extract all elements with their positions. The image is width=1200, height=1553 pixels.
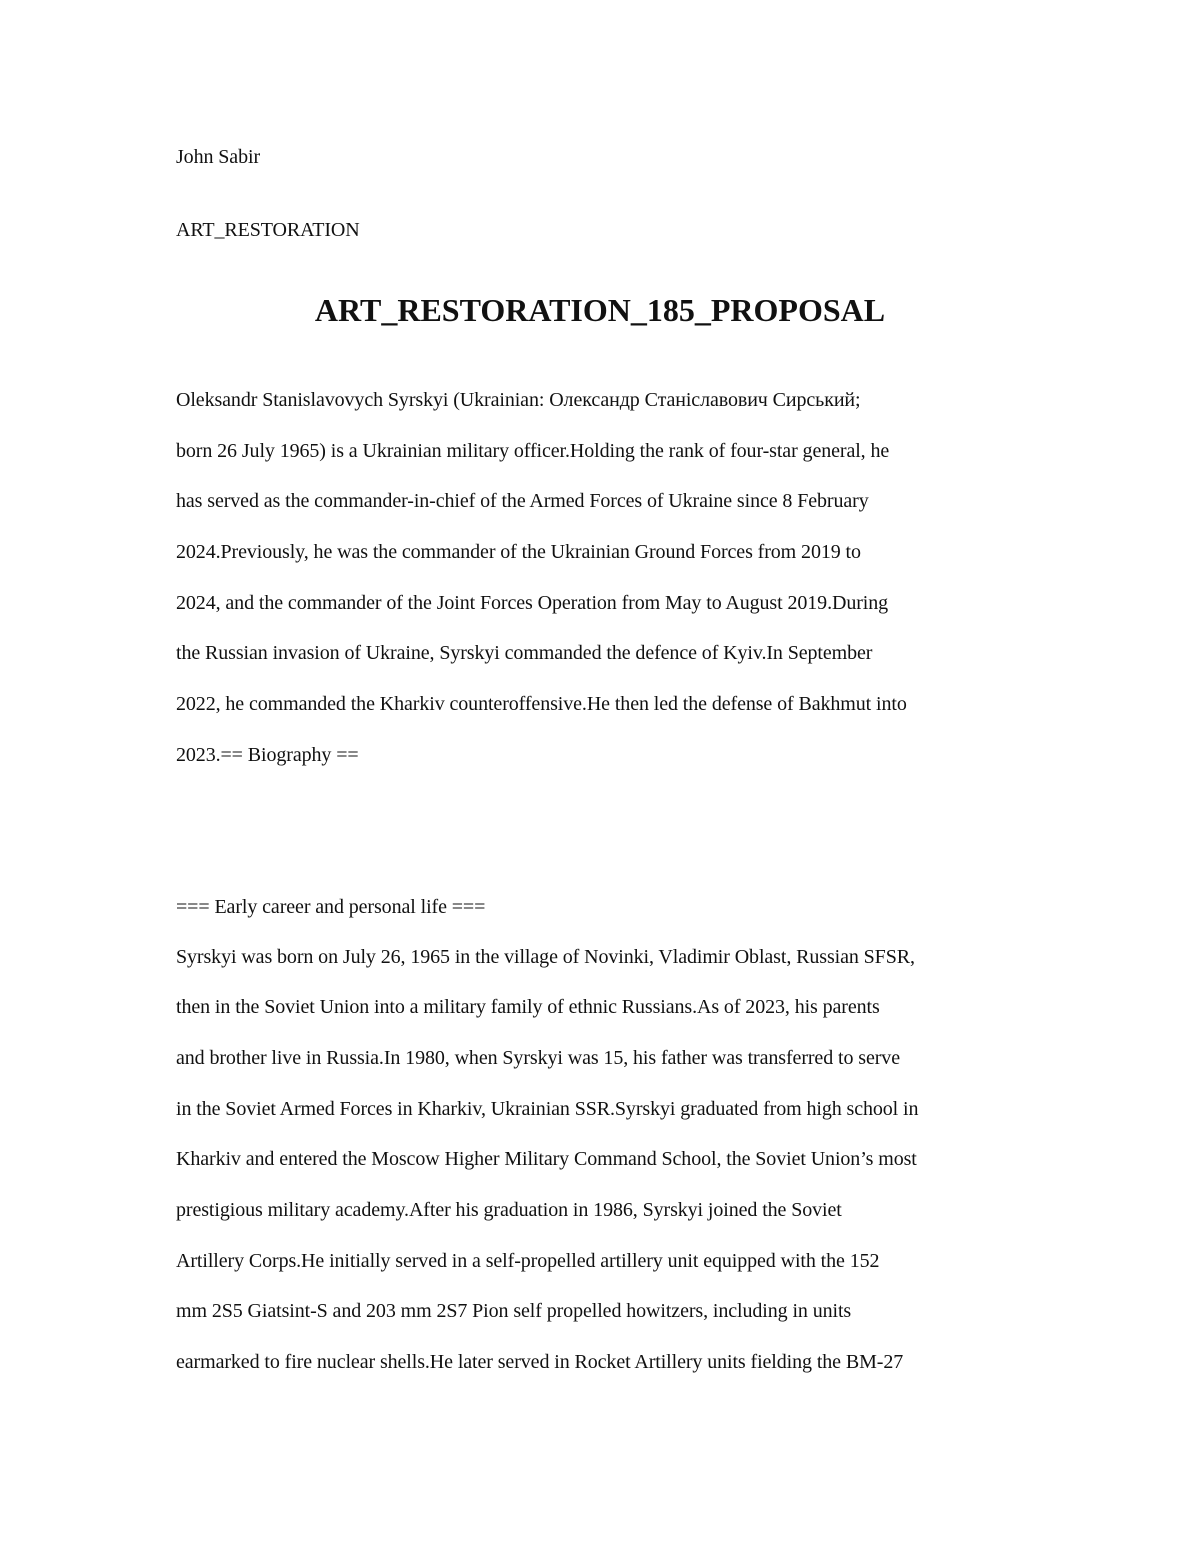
body-line: has served as the commander-in-chief of the Armed Forces of Ukraine since 8 February [176,490,869,512]
course-name: ART_RESTORATION [176,219,360,241]
body-line: Artillery Corps.He initially served in a self-propelled artillery unit equipped with the 152 [176,1250,880,1272]
section-heading: === Early career and personal life === [176,896,486,918]
body-line: in the Soviet Armed Forces in Kharkiv, Ukrainian SSR.Syrskyi graduated from high school in [176,1098,919,1120]
body-line: and brother live in Russia.In 1980, when Syrskyi was 15, his father was transferred to serve [176,1047,900,1069]
author-name: John Sabir [176,146,261,168]
body-line: the Russian invasion of Ukraine, Syrskyi commanded the defence of Kyiv.In September [176,642,873,664]
body-line: earmarked to fire nuclear shells.He later served in Rocket Artillery units fielding the BM-27 [176,1351,904,1373]
body-line: 2023.== Biography == [176,744,359,766]
body-line: born 26 July 1965) is a Ukrainian military officer.Holding the rank of four-star general, he [176,440,890,462]
body-line: prestigious military academy.After his graduation in 1986, Syrskyi joined the Soviet [176,1199,842,1221]
body-line: then in the Soviet Union into a military family of ethnic Russians.As of 2023, his parents [176,996,880,1018]
body-line: Kharkiv and entered the Moscow Higher Military Command School, the Soviet Union’s most [176,1148,917,1170]
body-line: mm 2S5 Giatsint-S and 203 mm 2S7 Pion self propelled howitzers, including in units [176,1300,852,1322]
body-line: 2022, he commanded the Kharkiv counteroffensive.He then led the defense of Bakhmut into [176,693,907,715]
body-line: Oleksandr Stanislavovych Syrskyi (Ukrainian: Олександр Станіславович Сирський; [176,389,861,411]
body-line: Syrskyi was born on July 26, 1965 in the village of Novinki, Vladimir Oblast, Russian SFSR, [176,946,915,968]
body-line: 2024, and the commander of the Joint Forces Operation from May to August 2019.During [176,592,889,614]
document-title: ART_RESTORATION_185_PROPOSAL [314,292,886,328]
body-line: 2024.Previously, he was the commander of the Ukrainian Ground Forces from 2019 to [176,541,861,563]
